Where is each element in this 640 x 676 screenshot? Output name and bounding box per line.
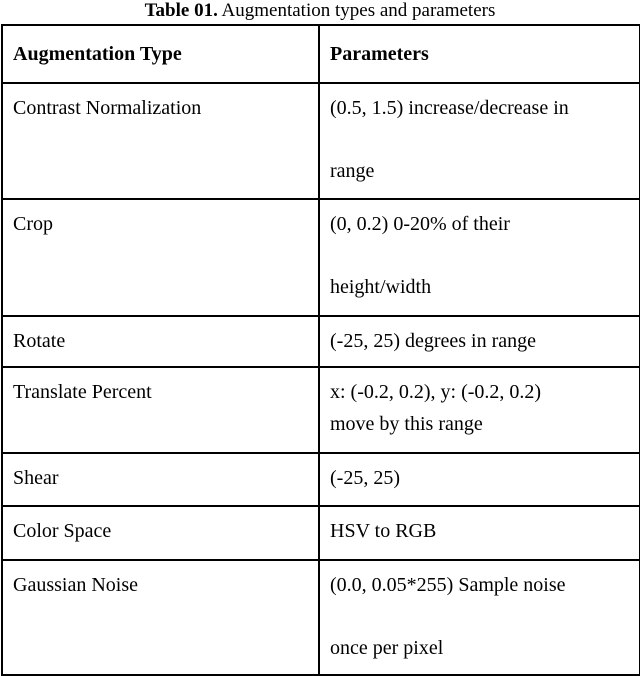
- type-cell: Rotate: [3, 317, 320, 366]
- params-cell: [320, 317, 639, 366]
- table-row: [3, 315, 639, 366]
- table-header-row: [3, 26, 639, 82]
- params-line: height/width: [330, 276, 432, 298]
- params-line: (0, 0.2) 0-20% of their: [330, 213, 510, 235]
- type-cell: Shear: [3, 454, 320, 505]
- table-row: [3, 505, 639, 559]
- type-cell: Translate Percent: [3, 368, 320, 452]
- table-row: [3, 559, 639, 674]
- table-row: [3, 82, 639, 198]
- type-cell: Contrast Normalization: [3, 84, 320, 198]
- params-cell: [320, 84, 639, 198]
- params-line: (0.0, 0.05*255) Sample noise: [330, 574, 566, 596]
- params-cell: [320, 507, 639, 559]
- table-row: [3, 366, 639, 452]
- params-cell: [320, 200, 639, 315]
- type-cell: Gaussian Noise: [3, 561, 320, 674]
- params-cell: [320, 368, 639, 452]
- params-line: (0.5, 1.5) increase/decrease in: [330, 97, 569, 119]
- params-line: HSV to RGB: [330, 520, 437, 542]
- augmentation-table: [1, 24, 640, 676]
- header-augmentation-type: Augmentation Type: [3, 26, 320, 82]
- type-cell: Color Space: [3, 507, 320, 559]
- params-line: move by this range: [330, 413, 483, 435]
- params-line: (-25, 25) degrees in range: [330, 330, 537, 352]
- table-row: [3, 198, 639, 315]
- params-line: range: [330, 160, 375, 182]
- table-caption: [0, 0, 640, 22]
- params-line: once per pixel: [330, 637, 444, 659]
- table-row: [3, 452, 639, 505]
- params-line: x: (-0.2, 0.2), y: (-0.2, 0.2): [330, 381, 542, 403]
- params-cell: [320, 454, 639, 505]
- type-cell: Crop: [3, 200, 320, 315]
- caption-label: Table 01.: [144, 0, 218, 21]
- caption-text: Augmentation types and parameters: [217, 0, 496, 21]
- params-line: (-25, 25): [330, 467, 400, 489]
- header-parameters: Parameters: [330, 43, 429, 65]
- params-cell: [320, 561, 639, 674]
